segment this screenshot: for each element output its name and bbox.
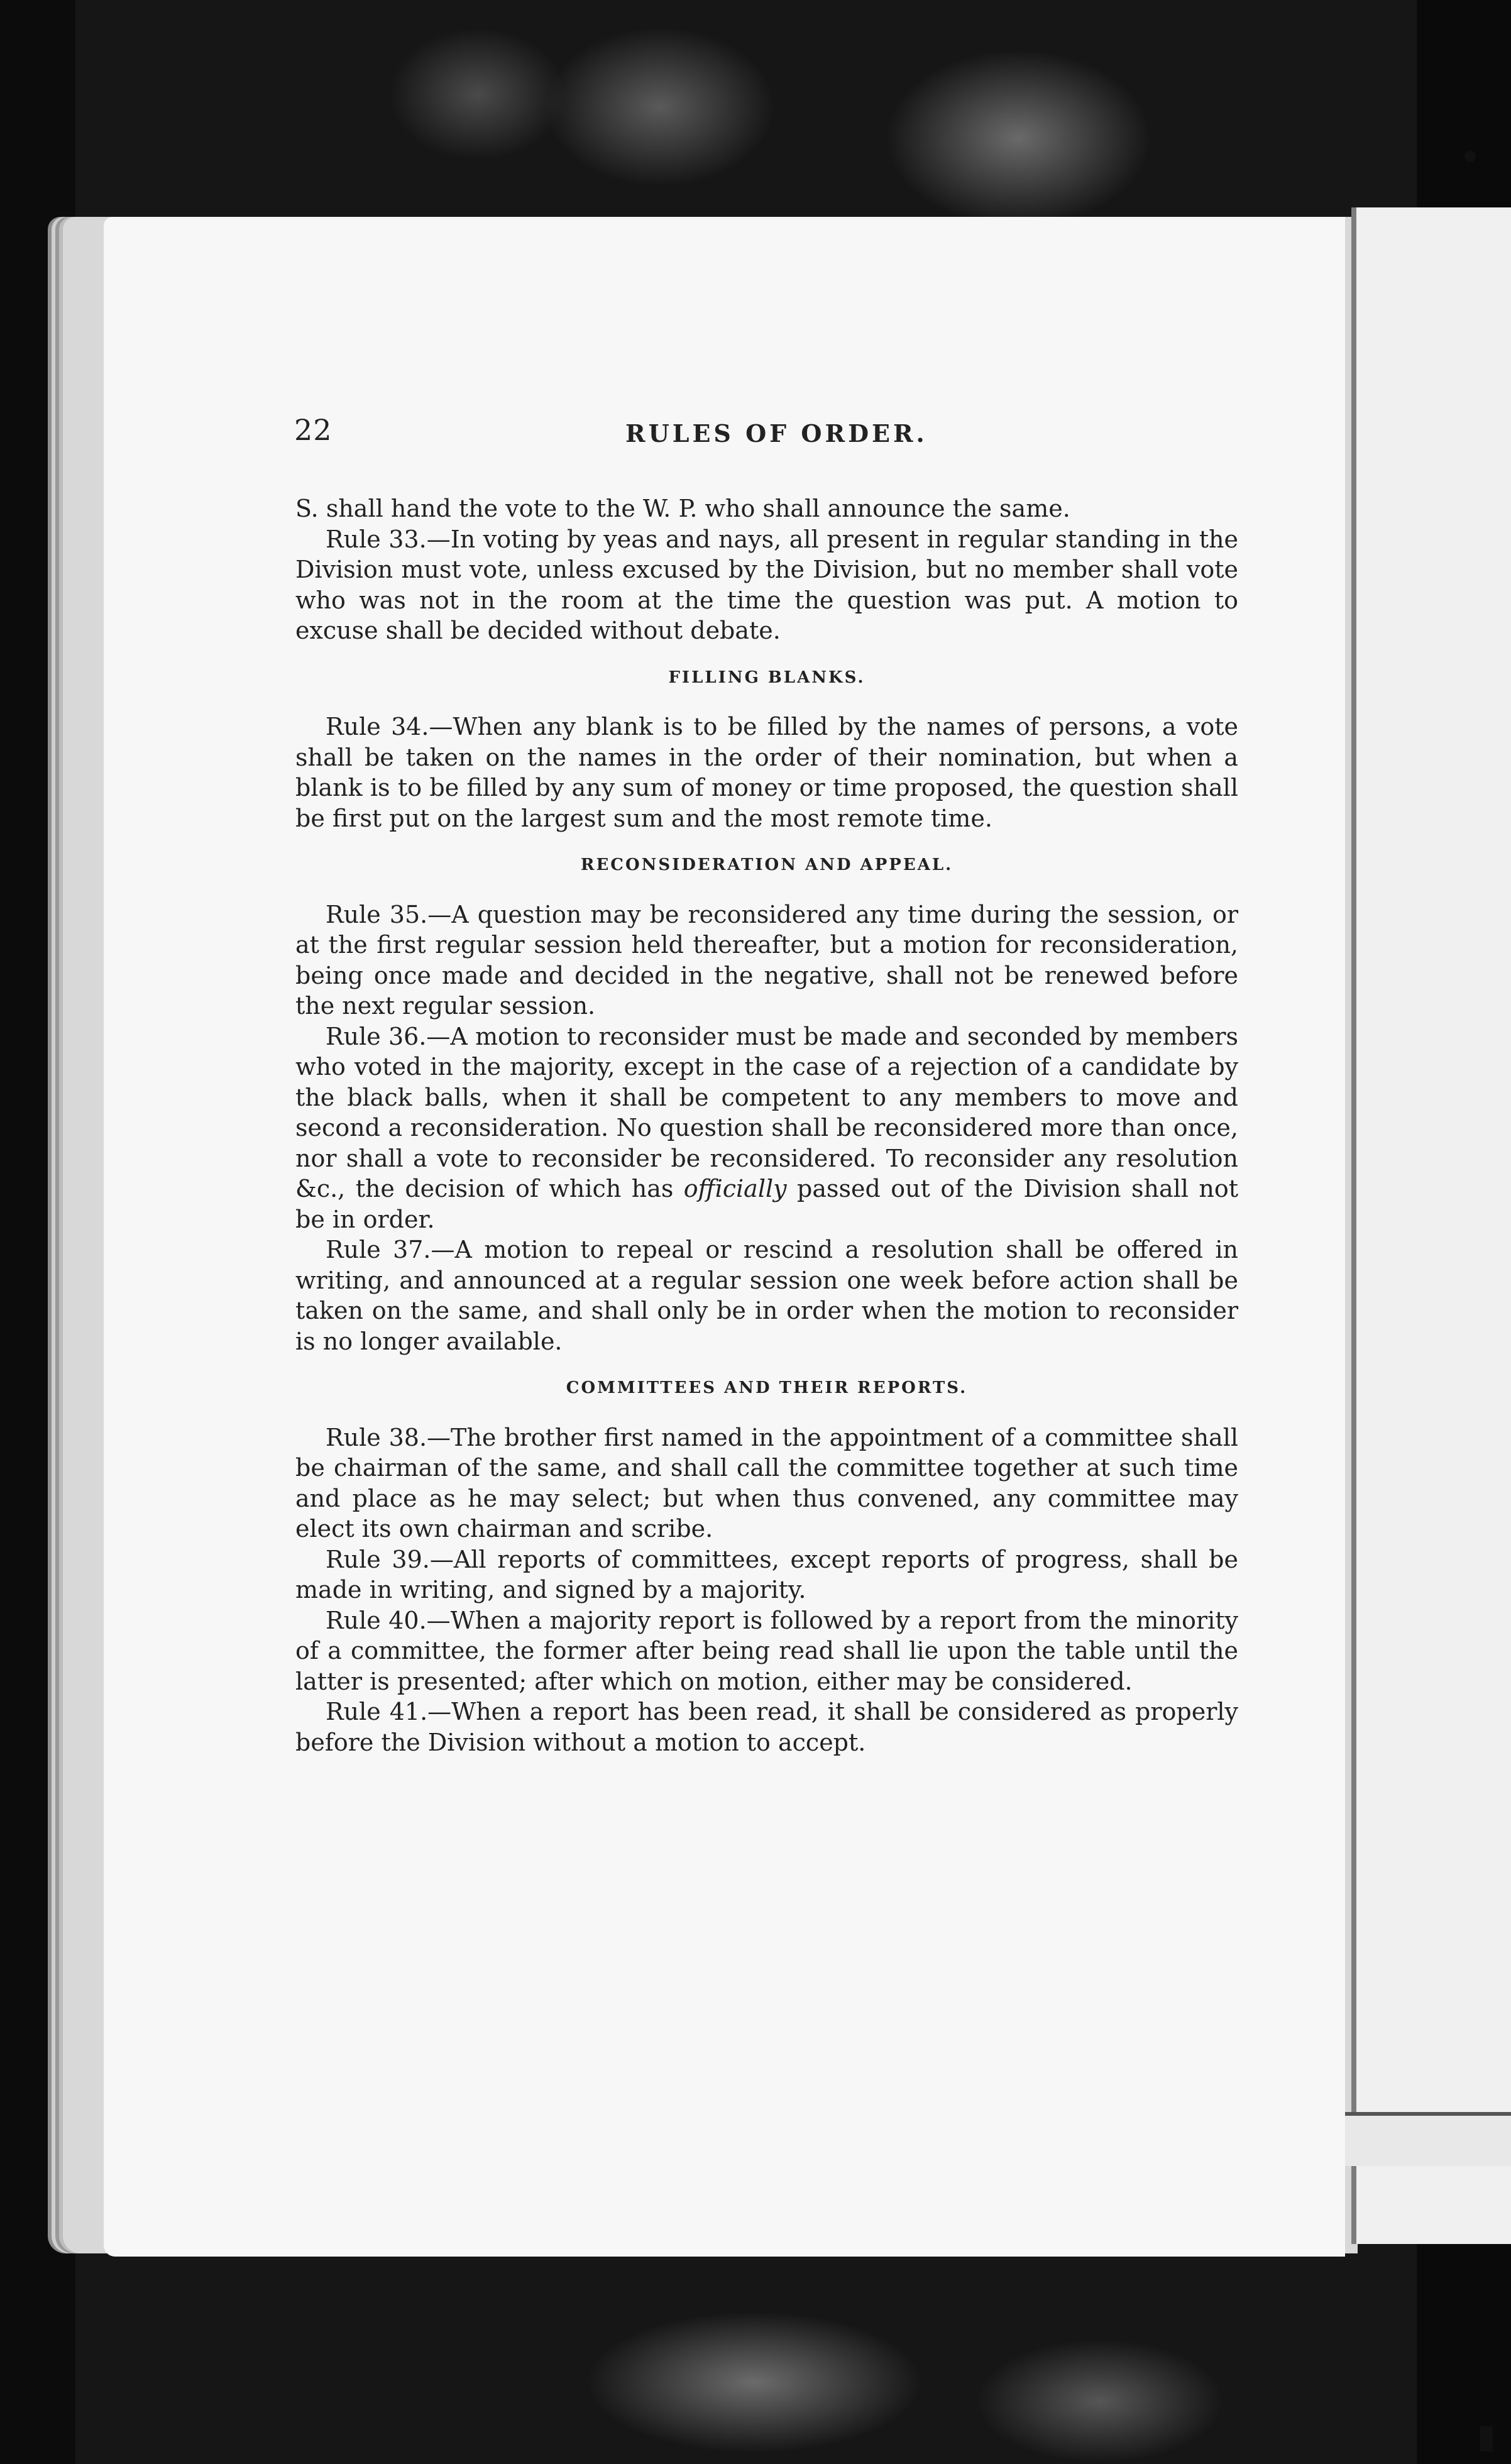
heading-reconsideration-appeal: RECONSIDERATION AND APPEAL. <box>580 855 953 874</box>
page-header <box>295 415 1238 459</box>
rule-35: Rule 35.—A question may be reconsidered any time during the session, or at the first regular session held thereafter, but a motion for reconsideration, being once made and decided in the negative, shall not be renewed before the next regular session. <box>295 900 1238 1020</box>
running-title: RULES OF ORDER. <box>625 419 928 448</box>
scan-speck <box>1464 151 1476 162</box>
facing-page-tab <box>1345 2112 1511 2166</box>
rule-39: Rule 39.—All reports of committees, except reports of progress, shall be made in writing, and signed by a majority. <box>295 1545 1238 1603</box>
page-content <box>295 415 1238 1757</box>
facing-page-edge <box>1351 207 1511 2244</box>
rule-36-emphasis: officially <box>683 1175 787 1202</box>
heading-filling-blanks: FILLING BLANKS. <box>668 668 865 687</box>
rule-36 <box>295 1021 1238 1235</box>
heading-committees-reports: COMMITTEES AND THEIR REPORTS. <box>566 1378 968 1397</box>
rule-41: Rule 41.—When a report has been read, it shall be considered as properly before the Division without a motion to accept. <box>295 1698 1238 1756</box>
rule-34: Rule 34.—When any blank is to be filled by the names of persons, a vote shall be taken on the names in the order of their nomination, but when a blank is to be filled by any sum of money or time proposed, the question shall be first put on the largest sum and the most remote time. <box>295 713 1238 832</box>
scan-speck <box>1480 2426 1493 2451</box>
rule-36-tail: passed out of the Division shall not be in order. <box>295 1175 1238 1233</box>
paragraph-continuation: S. shall hand the vote to the W. P. who shall announce the same. <box>295 495 1070 522</box>
rule-40: Rule 40.—When a majority report is followed by a report from the minority of a committee, the former after being read shall lie upon the table until the latter is presented; after which on motion, either may be considered. <box>295 1606 1238 1695</box>
page-number: 22 <box>294 413 332 447</box>
rule-38: Rule 38.—The brother first named in the appointment of a committee shall be chairman of the same, and shall call the committee together at such time and place as he may select; but when thus convened, any committee may elect its own chairman and scribe. <box>295 1423 1238 1543</box>
rule-33: Rule 33.—In voting by yeas and nays, all present in regular standing in the Division must vote, unless excused by the Division, but no member shall vote who was not in the room at the time the question was put. A motion to excuse shall be decided without debate. <box>295 525 1238 644</box>
rule-37: Rule 37.—A motion to repeal or rescind a resolution shall be offered in writing, and announced at a regular session one week before action shall be taken on the same, and shall only be in order when the motion to reconsider is no longer available. <box>295 1236 1238 1355</box>
rule-36-text: Rule 36.—A motion to reconsider must be made and seconded by members who voted in the majority, except in the case of a rejection of a candidate by the black balls, when it shall be competent to any members to move and second a reconsideration. No question shall be reconsidered more than once, nor shall a vote to reconsider be reconsidered. To reconsider any resolution &c., the decision of which has <box>295 1022 1238 1202</box>
